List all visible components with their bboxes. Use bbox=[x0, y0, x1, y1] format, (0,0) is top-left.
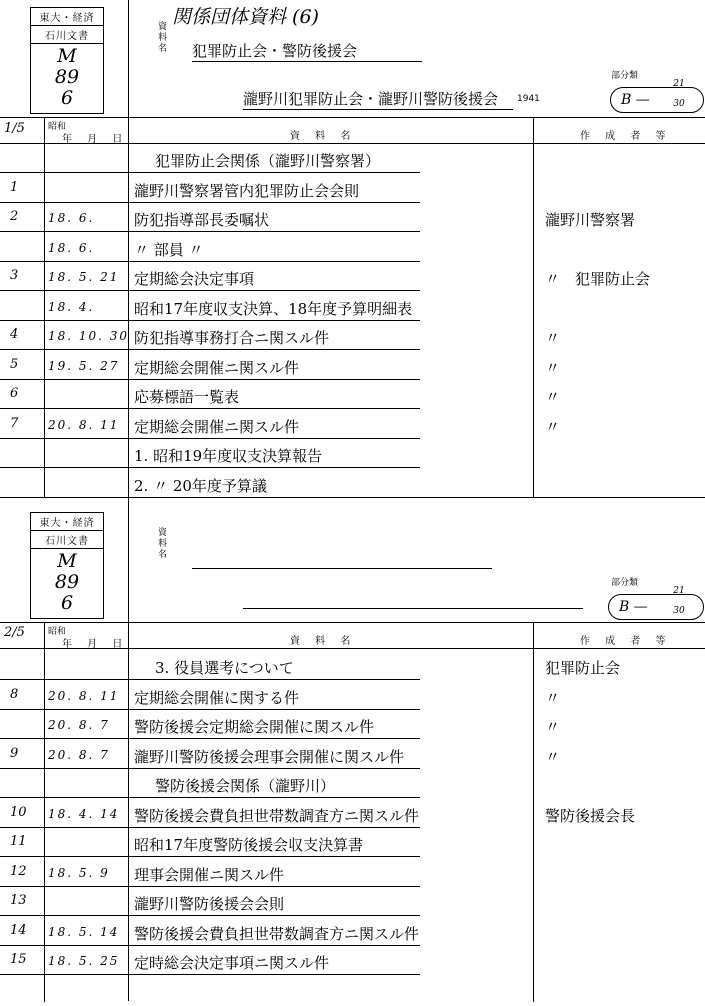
page-number: 1/5 bbox=[4, 121, 25, 136]
row-author: 〃 bbox=[545, 388, 561, 406]
col-rule-author bbox=[533, 117, 534, 497]
row-document-name: 〃 部員 〃 bbox=[134, 241, 204, 259]
row-number: 6 bbox=[10, 386, 19, 401]
stamp-id-2: 89 bbox=[54, 66, 80, 88]
row-number: 15 bbox=[10, 952, 27, 967]
row-number: 1 bbox=[10, 180, 19, 195]
row-document-name: 定期総会決定事項 bbox=[134, 270, 255, 288]
row-document-name: 定時総会決定事項ニ関スル件 bbox=[134, 954, 330, 972]
row-underline bbox=[0, 202, 420, 203]
row-document-name: 理事会開催ニ関スル件 bbox=[134, 866, 285, 884]
row-underline bbox=[0, 438, 420, 439]
row-date: 18. 5. 25 bbox=[48, 954, 120, 968]
col-date-era-2: 昭和 bbox=[48, 627, 67, 637]
row-underline bbox=[0, 738, 420, 739]
sheet-divider bbox=[0, 497, 705, 498]
col-author-header: 作 成 者 等 bbox=[580, 131, 672, 142]
stamp-line-2: 石川文書 bbox=[31, 531, 103, 549]
class-code: B — bbox=[621, 92, 650, 108]
row-document-name: 防犯指導事務打合ニ関スル件 bbox=[134, 329, 330, 347]
row-date: 18. 4. bbox=[48, 300, 95, 314]
row-number: 8 bbox=[10, 687, 19, 702]
row-underline bbox=[0, 231, 420, 232]
name-blank-line bbox=[192, 568, 492, 569]
row-document-name: 犯罪防止会関係（瀧野川警察署） bbox=[155, 152, 381, 170]
row-date: 18. 10. 30 bbox=[48, 329, 130, 343]
row-author: 警防後援会長 bbox=[545, 807, 636, 825]
row-author: 〃 bbox=[545, 689, 561, 707]
row-number: 11 bbox=[10, 834, 27, 849]
row-document-name: 瀧野川警防後援会理事会開催に関スル件 bbox=[134, 748, 405, 766]
row-document-name: 瀧野川警察署管内犯罪防止会会則 bbox=[134, 182, 360, 200]
archive-stamp bbox=[30, 7, 104, 114]
class-label: 部分類 bbox=[611, 71, 639, 81]
row-author: 〃 bbox=[545, 359, 561, 377]
row-underline bbox=[0, 974, 420, 975]
row-number: 10 bbox=[10, 805, 27, 820]
document-subtitle: 瀧野川犯罪防止会・瀧野川警防後援会 bbox=[243, 88, 513, 110]
row-number: 3 bbox=[10, 268, 19, 283]
row-author: 〃 bbox=[545, 418, 561, 436]
col-name-header: 資 料 名 bbox=[290, 131, 357, 142]
stamp-id-3: 6 bbox=[60, 87, 74, 109]
row-number: 9 bbox=[10, 746, 19, 761]
row-underline bbox=[0, 886, 420, 887]
row-date: 18. 5. 14 bbox=[48, 925, 120, 939]
row-underline bbox=[0, 797, 420, 798]
stamp-line-1: 東大・経済 bbox=[31, 513, 103, 531]
row-underline bbox=[0, 379, 420, 380]
stamp-line-1: 東大・経済 bbox=[31, 8, 103, 26]
row-underline bbox=[0, 320, 420, 321]
row-date: 19. 5. 27 bbox=[48, 359, 120, 373]
label-document-name: 資料名 bbox=[158, 22, 168, 54]
table-top-rule-2 bbox=[0, 622, 705, 623]
row-number: 14 bbox=[10, 923, 27, 938]
row-date: 20. 8. 11 bbox=[48, 689, 120, 703]
row-document-name: 定期総会開催ニ関スル件 bbox=[134, 418, 300, 436]
stamp-id-2: 89 bbox=[54, 571, 80, 593]
col-author-header-2: 作 成 者 等 bbox=[580, 636, 672, 647]
row-underline bbox=[0, 945, 420, 946]
class-code-box bbox=[610, 87, 704, 113]
row-underline bbox=[0, 856, 420, 857]
row-underline bbox=[0, 261, 420, 262]
subtitle-note: 1941 bbox=[517, 94, 540, 104]
row-author: 〃 犯罪防止会 bbox=[545, 270, 651, 288]
row-document-name: 応募標語一覧表 bbox=[134, 388, 240, 406]
row-number: 12 bbox=[10, 864, 27, 879]
row-document-name: 定期総会開催ニ関スル件 bbox=[134, 359, 300, 377]
class-numerator: 21 bbox=[673, 79, 685, 89]
class-denominator: 30 bbox=[673, 99, 685, 109]
row-author: 〃 bbox=[545, 718, 561, 736]
col-date-header-2: 年 月 日 bbox=[62, 639, 129, 650]
row-date: 18. 5. 9 bbox=[48, 866, 110, 880]
table-top-rule bbox=[0, 117, 705, 118]
row-author: 瀧野川警察署 bbox=[545, 211, 636, 229]
row-underline bbox=[0, 408, 420, 409]
row-underline bbox=[0, 679, 420, 680]
class-code-box-2 bbox=[608, 594, 704, 620]
label-document-name-2: 資料名 bbox=[158, 528, 168, 560]
row-underline bbox=[0, 915, 420, 916]
archive-stamp-2 bbox=[30, 512, 104, 619]
row-number: 7 bbox=[10, 416, 19, 431]
row-date: 18. 6. bbox=[48, 211, 95, 225]
row-author: 〃 bbox=[545, 329, 561, 347]
row-document-name: 定期総会開催に関する件 bbox=[134, 689, 300, 707]
class-label-2: 部分類 bbox=[611, 578, 639, 588]
row-underline bbox=[0, 827, 420, 828]
stamp-line-2: 石川文書 bbox=[31, 26, 103, 44]
row-underline bbox=[0, 768, 420, 769]
col-date-era: 昭和 bbox=[48, 122, 67, 132]
row-underline bbox=[0, 172, 420, 173]
row-number: 4 bbox=[10, 327, 19, 342]
row-document-name: 警防後援会定期総会開催に関スル件 bbox=[134, 718, 375, 736]
class-numerator-2: 21 bbox=[673, 586, 685, 596]
stamp-id-1: M bbox=[57, 45, 77, 67]
row-document-name: 昭和17年度収支決算、18年度予算明細表 bbox=[134, 300, 413, 318]
row-date: 18. 5. 21 bbox=[48, 270, 120, 284]
stamp-id-1: M bbox=[57, 550, 77, 572]
class-code: B — bbox=[619, 599, 648, 615]
col-name-header-2: 資 料 名 bbox=[290, 636, 357, 647]
row-date: 20. 8. 7 bbox=[48, 718, 110, 732]
subtitle-blank-line bbox=[243, 608, 583, 609]
row-underline bbox=[0, 709, 420, 710]
row-date: 20. 8. 7 bbox=[48, 748, 110, 762]
row-underline bbox=[0, 349, 420, 350]
row-author: 犯罪防止会 bbox=[545, 659, 621, 677]
row-date: 18. 6. bbox=[48, 241, 95, 255]
page-number-2: 2/5 bbox=[4, 625, 25, 640]
header-divider-2 bbox=[128, 497, 129, 1001]
row-date: 18. 4. 14 bbox=[48, 807, 120, 821]
row-document-name: 1. 昭和19年度収支決算報告 bbox=[134, 447, 323, 465]
sheet-title: 関係団体資料 (6) bbox=[172, 6, 319, 28]
row-date: 20. 8. 11 bbox=[48, 418, 120, 432]
stamp-id-3: 6 bbox=[60, 592, 74, 614]
row-number: 5 bbox=[10, 357, 19, 372]
row-document-name: 警防後援会費負担世帯数調査方ニ関スル件 bbox=[134, 807, 420, 825]
row-author: 〃 bbox=[545, 748, 561, 766]
row-number: 2 bbox=[10, 209, 19, 224]
row-document-name: 警防後援会関係（瀧野川） bbox=[155, 777, 336, 795]
col-rule-author-2 bbox=[533, 622, 534, 1002]
row-number: 13 bbox=[10, 893, 27, 908]
row-document-name: 昭和17年度警防後援会収支決算書 bbox=[134, 836, 364, 854]
class-denominator-2: 30 bbox=[673, 606, 685, 616]
row-underline bbox=[0, 290, 420, 291]
row-document-name: 2. 〃 20年度予算議 bbox=[134, 477, 267, 495]
row-document-name: 防犯指導部長委嘱状 bbox=[134, 211, 270, 229]
row-document-name: 警防後援会費負担世帯数調査方ニ関スル件 bbox=[134, 925, 420, 943]
row-underline bbox=[0, 467, 420, 468]
row-document-name: 瀧野川警防後援会会則 bbox=[134, 895, 285, 913]
col-date-header: 年 月 日 bbox=[62, 134, 129, 145]
row-document-name: 3. 役員選考について bbox=[155, 659, 294, 677]
document-name: 犯罪防止会・警防後援会 bbox=[192, 40, 422, 62]
col-rule-no bbox=[44, 117, 45, 497]
